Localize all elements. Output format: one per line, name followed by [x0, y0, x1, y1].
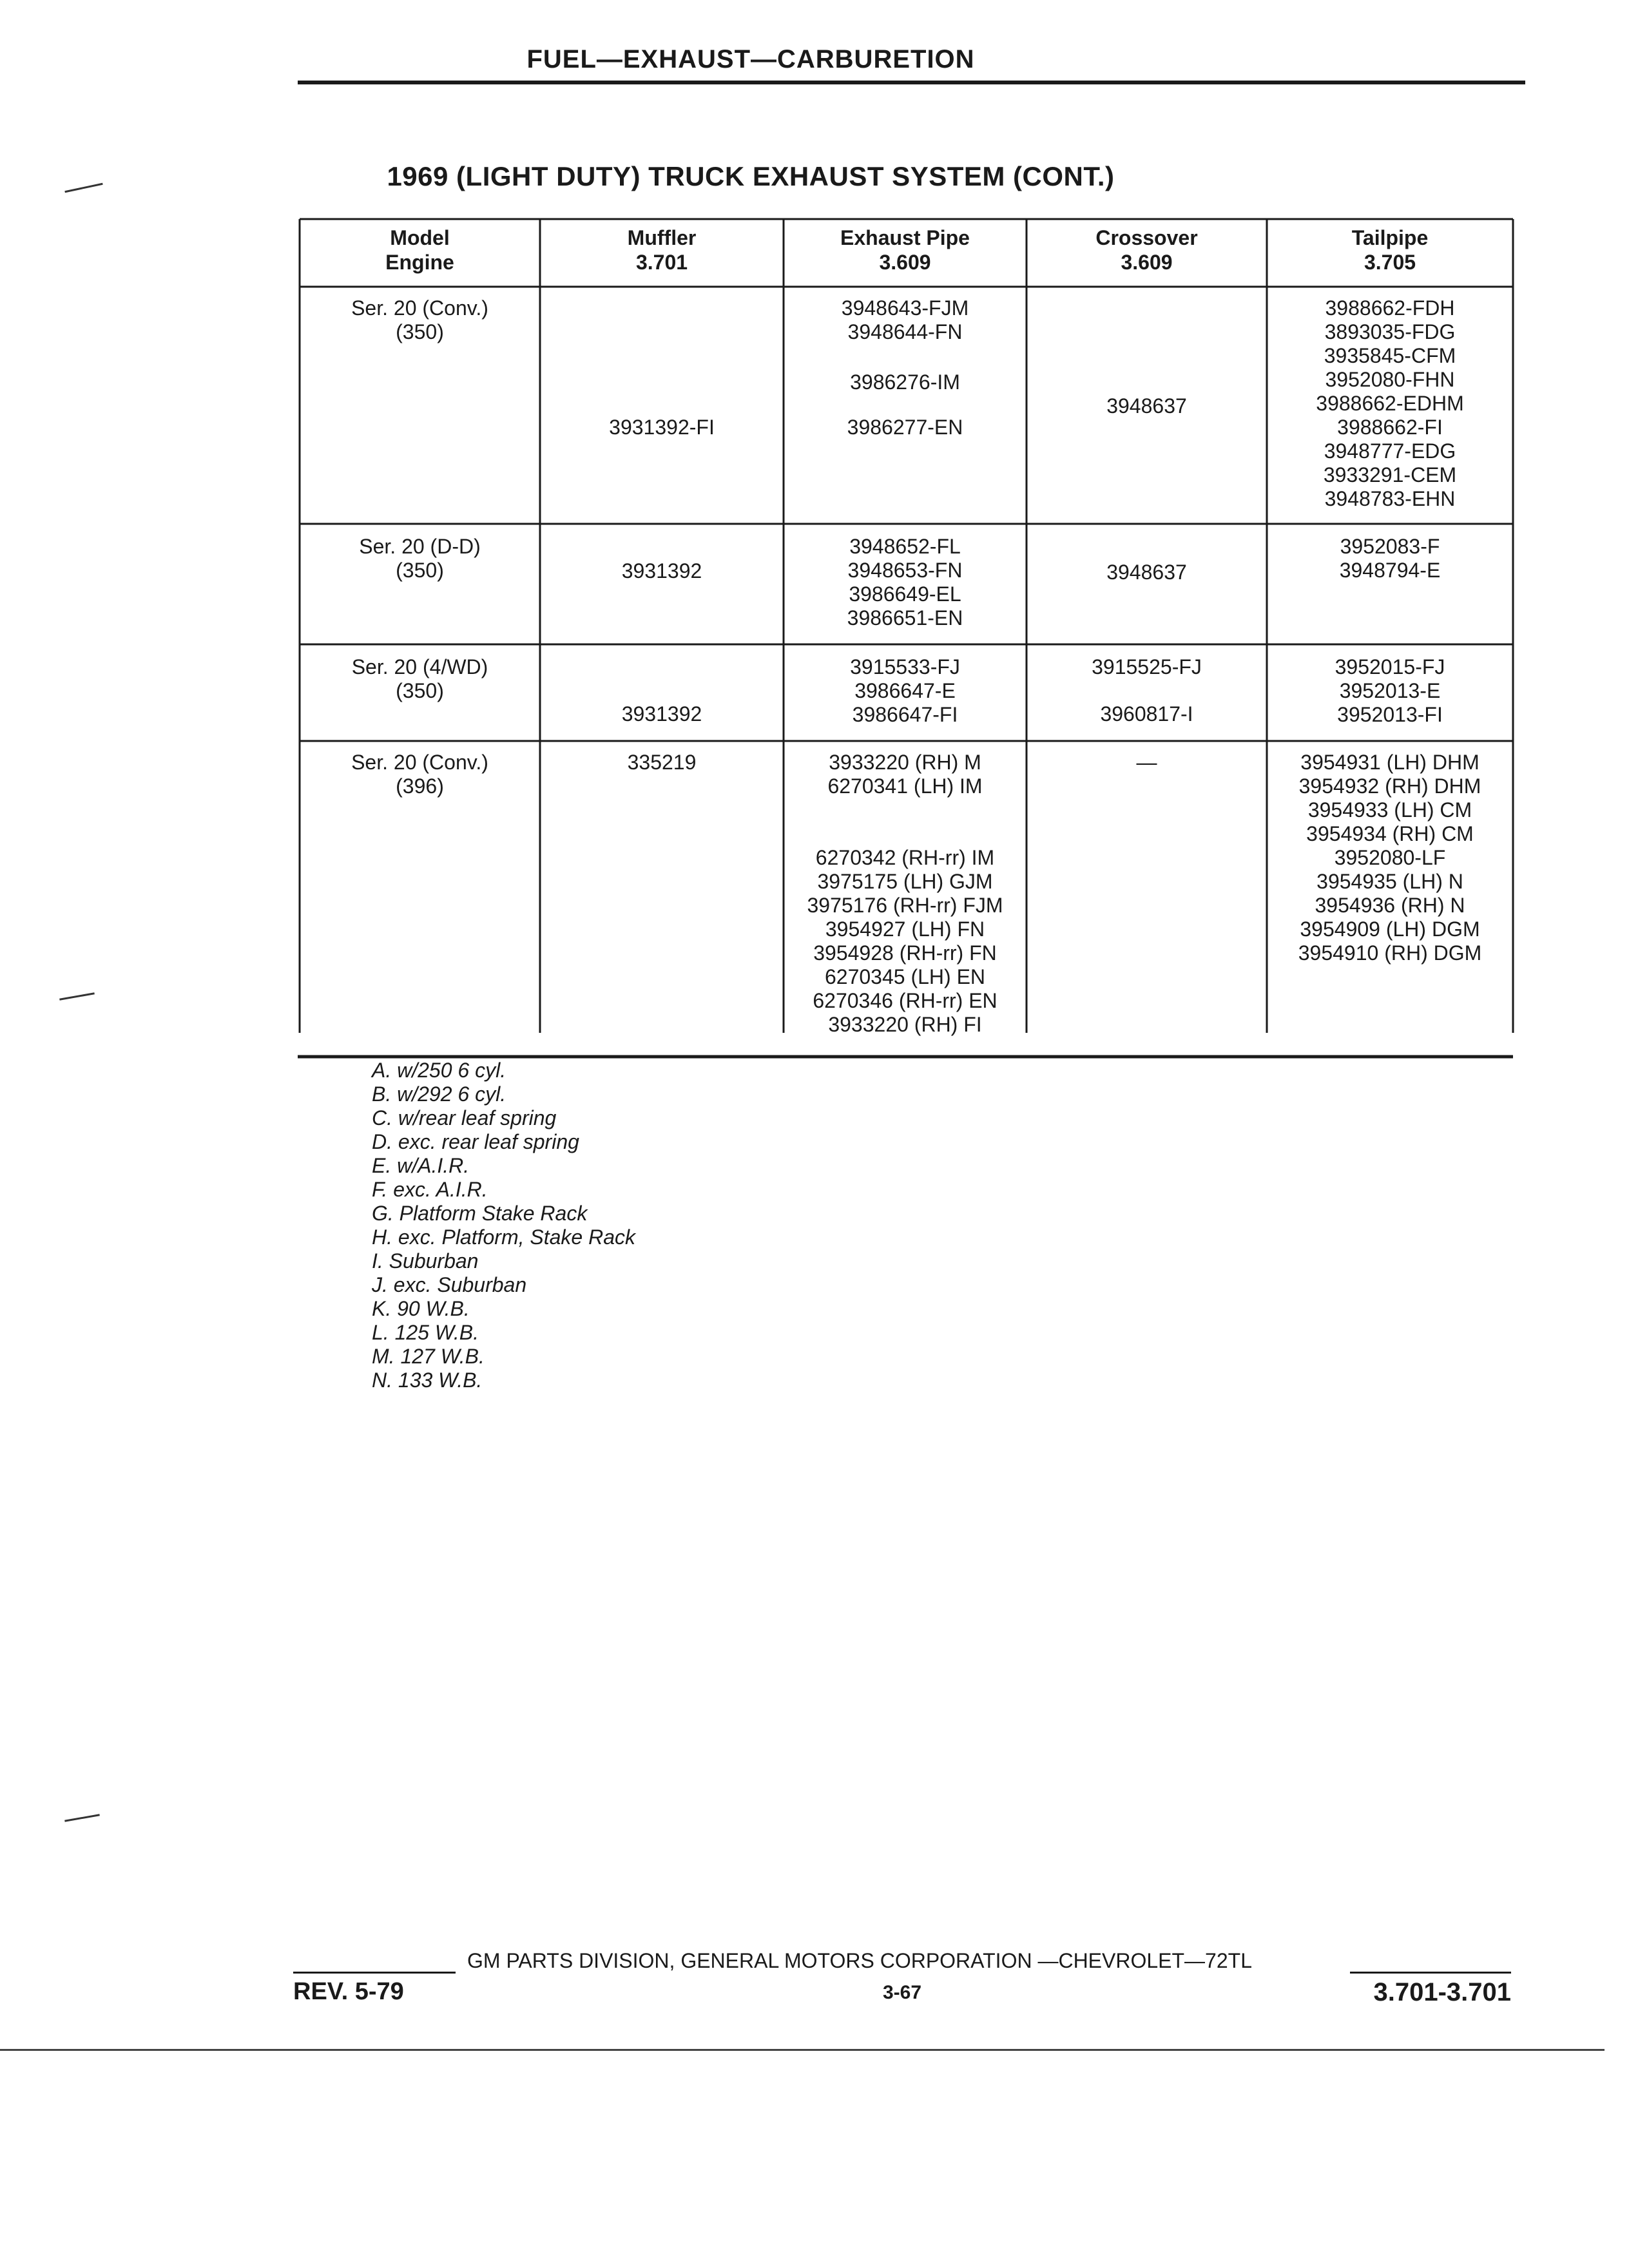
part-number: 3954934 (RH) CM — [1306, 822, 1474, 845]
part-number: 3952015-FJ — [1335, 655, 1445, 678]
table-row-1-crossover: 3948637 — [1106, 394, 1187, 418]
part-number: 3986651-EN — [847, 606, 963, 629]
engine-size: (396) — [396, 774, 444, 798]
footnote: D. exc. rear leaf spring — [372, 1130, 579, 1153]
part-number: 3948653-FN — [847, 559, 963, 582]
column-header-line2: 3.705 — [1364, 251, 1416, 274]
part-number: 3954928 (RH-rr) FN — [813, 941, 997, 965]
footer-rule-left — [293, 1972, 456, 1974]
footnote: N. 133 W.B. — [372, 1369, 483, 1392]
part-number: 6270341 (LH) IM — [827, 774, 983, 798]
column-header-line2: 3.609 — [879, 251, 931, 274]
part-number: 3954936 (RH) N — [1315, 894, 1465, 917]
part-number: 3954927 (LH) FN — [825, 918, 985, 941]
table-row-1-model — [300, 296, 540, 344]
part-number: 3954933 (LH) CM — [1307, 798, 1472, 822]
footnote: A. w/250 6 cyl. — [372, 1059, 506, 1082]
footnote: I. Suburban — [372, 1249, 479, 1273]
part-number: 6270342 (RH-rr) IM — [815, 846, 995, 869]
page-number: 3-67 — [882, 1982, 922, 2003]
table-row-4-model — [300, 751, 540, 798]
part-number: 3933220 (RH) FI — [828, 1013, 982, 1036]
column-header-line1: Exhaust Pipe — [840, 226, 970, 249]
column-header-tailpipe — [1267, 226, 1513, 274]
column-header-line1: Muffler — [627, 226, 697, 249]
part-number: 3952080-LF — [1334, 846, 1446, 869]
engine-size: (350) — [396, 559, 444, 582]
part-number: 3986276-IM — [850, 370, 960, 394]
footnote: H. exc. Platform, Stake Rack — [372, 1225, 636, 1249]
table-row-1-exhaust-a — [784, 296, 1027, 344]
footnote: L. 125 W.B. — [372, 1321, 479, 1344]
part-number: 3948643-FJM — [841, 296, 969, 320]
table-row-3-tailpipe — [1267, 655, 1513, 727]
part-number: 6270345 (LH) EN — [824, 965, 986, 988]
column-header-crossover — [1027, 226, 1267, 274]
publisher-line: GM PARTS DIVISION, GENERAL MOTORS CORPORATION —CHEVROLET—72TL — [467, 1949, 1252, 1972]
part-number: 3975176 (RH-rr) FJM — [807, 894, 1003, 917]
part-number: 3935845-CFM — [1324, 344, 1456, 367]
margin-mark — [64, 1814, 100, 1822]
footnote: F. exc. A.I.R. — [372, 1178, 488, 1201]
table-row-4-muffler: 335219 — [627, 751, 697, 774]
table-row-2-tailpipe — [1267, 535, 1513, 582]
column-header-line1: Crossover — [1095, 226, 1198, 249]
column-header-line1: Model — [390, 226, 450, 249]
table-row-2-muffler: 3931392 — [621, 559, 702, 582]
section-title: FUEL—EXHAUST—CARBURETION — [526, 45, 975, 73]
part-number: 3933291-CEM — [1323, 463, 1457, 486]
part-number: 3954931 (LH) DHM — [1300, 751, 1480, 774]
table-row-3-crossover-a: 3915525-FJ — [1092, 655, 1202, 678]
part-number: 3948777-EDG — [1324, 439, 1456, 463]
part-number: 3952013-E — [1339, 679, 1441, 702]
footnote: B. w/292 6 cyl. — [372, 1082, 506, 1106]
part-number: 3952013-FI — [1337, 703, 1443, 726]
table-row-1-muffler: 3931392-FI — [609, 416, 715, 439]
table-row-3-muffler: 3931392 — [621, 702, 702, 726]
footer-rule-right — [1350, 1972, 1511, 1974]
revision-label: REV. 5-79 — [293, 1978, 404, 2005]
table-row-4-tailpipe — [1267, 751, 1513, 965]
part-number: 3952083-F — [1340, 535, 1440, 558]
part-number: 6270346 (RH-rr) EN — [813, 989, 998, 1012]
part-number: 3986647-FI — [852, 703, 958, 726]
part-number: 3933220 (RH) M — [829, 751, 981, 774]
table-row-3-crossover-b: 3960817-I — [1100, 702, 1193, 726]
part-number: 3948794-E — [1339, 559, 1441, 582]
table-row-1-tailpipe — [1267, 296, 1513, 511]
part-number: 3915533-FJ — [850, 655, 960, 678]
table-row-4-exhaust-a — [784, 751, 1027, 798]
part-number: 3893035-FDG — [1324, 320, 1456, 343]
part-number: 3948644-FN — [847, 320, 963, 343]
table-row-1-exhaust-b — [784, 370, 1027, 394]
engine-size: (350) — [396, 320, 444, 343]
part-number: 3988662-EDHM — [1316, 392, 1464, 415]
footnote: G. Platform Stake Rack — [372, 1202, 588, 1225]
column-header-exhaust-pipe — [784, 226, 1027, 274]
column-header-model — [300, 226, 540, 274]
column-header-line2: 3.609 — [1121, 251, 1173, 274]
part-number: 3988662-FDH — [1325, 296, 1455, 320]
part-number: 3986647-E — [854, 679, 956, 702]
column-header-muffler — [540, 226, 784, 274]
section-range: 3.701-3.701 — [1373, 1978, 1511, 2006]
column-header-line1: Tailpipe — [1351, 226, 1429, 249]
part-number: 3954935 (LH) N — [1316, 870, 1463, 893]
footnote: M. 127 W.B. — [372, 1345, 485, 1368]
column-header-line2: Engine — [385, 251, 454, 274]
part-number: 3954909 (LH) DGM — [1300, 918, 1480, 941]
part-number: 3948783-EHN — [1324, 487, 1456, 510]
page-bottom-line — [0, 2049, 1605, 2051]
table-row-2-crossover: 3948637 — [1106, 561, 1187, 584]
footnote: J. exc. Suburban — [372, 1273, 527, 1296]
footnote: C. w/rear leaf spring — [372, 1106, 557, 1129]
part-number: 3988662-FI — [1337, 416, 1443, 439]
model-name: Ser. 20 (4/WD) — [351, 655, 488, 678]
model-name: Ser. 20 (Conv.) — [351, 751, 488, 774]
part-number: 3954932 (RH) DHM — [1298, 774, 1481, 798]
table-title: 1969 (LIGHT DUTY) TRUCK EXHAUST SYSTEM (CONT.) — [387, 161, 1115, 191]
table-row-2-exhaust — [784, 535, 1027, 630]
model-name: Ser. 20 (D-D) — [359, 535, 481, 558]
table-row-3-exhaust — [784, 655, 1027, 727]
engine-size: (350) — [396, 679, 444, 702]
column-header-line2: 3.701 — [635, 251, 688, 274]
part-number: 3986277-EN — [847, 416, 963, 439]
table-row-4-exhaust-b — [784, 846, 1027, 1037]
model-name: Ser. 20 (Conv.) — [351, 296, 488, 320]
table-row-2-model — [300, 535, 540, 582]
part-number: 3975175 (LH) GJM — [817, 870, 993, 893]
part-number: 3948652-FL — [849, 535, 961, 558]
part-number: 3952080-FHN — [1325, 368, 1455, 391]
table-row-4-crossover: — — [1136, 751, 1157, 774]
footnote: E. w/A.I.R. — [372, 1154, 470, 1177]
table-row-3-model — [300, 655, 540, 703]
part-number: 3954910 (RH) DGM — [1298, 941, 1482, 965]
footnotes — [372, 1059, 635, 1392]
part-number: 3986649-EL — [849, 582, 961, 606]
table-row-1-exhaust-c — [784, 416, 1027, 439]
footnote: K. 90 W.B. — [372, 1297, 470, 1320]
